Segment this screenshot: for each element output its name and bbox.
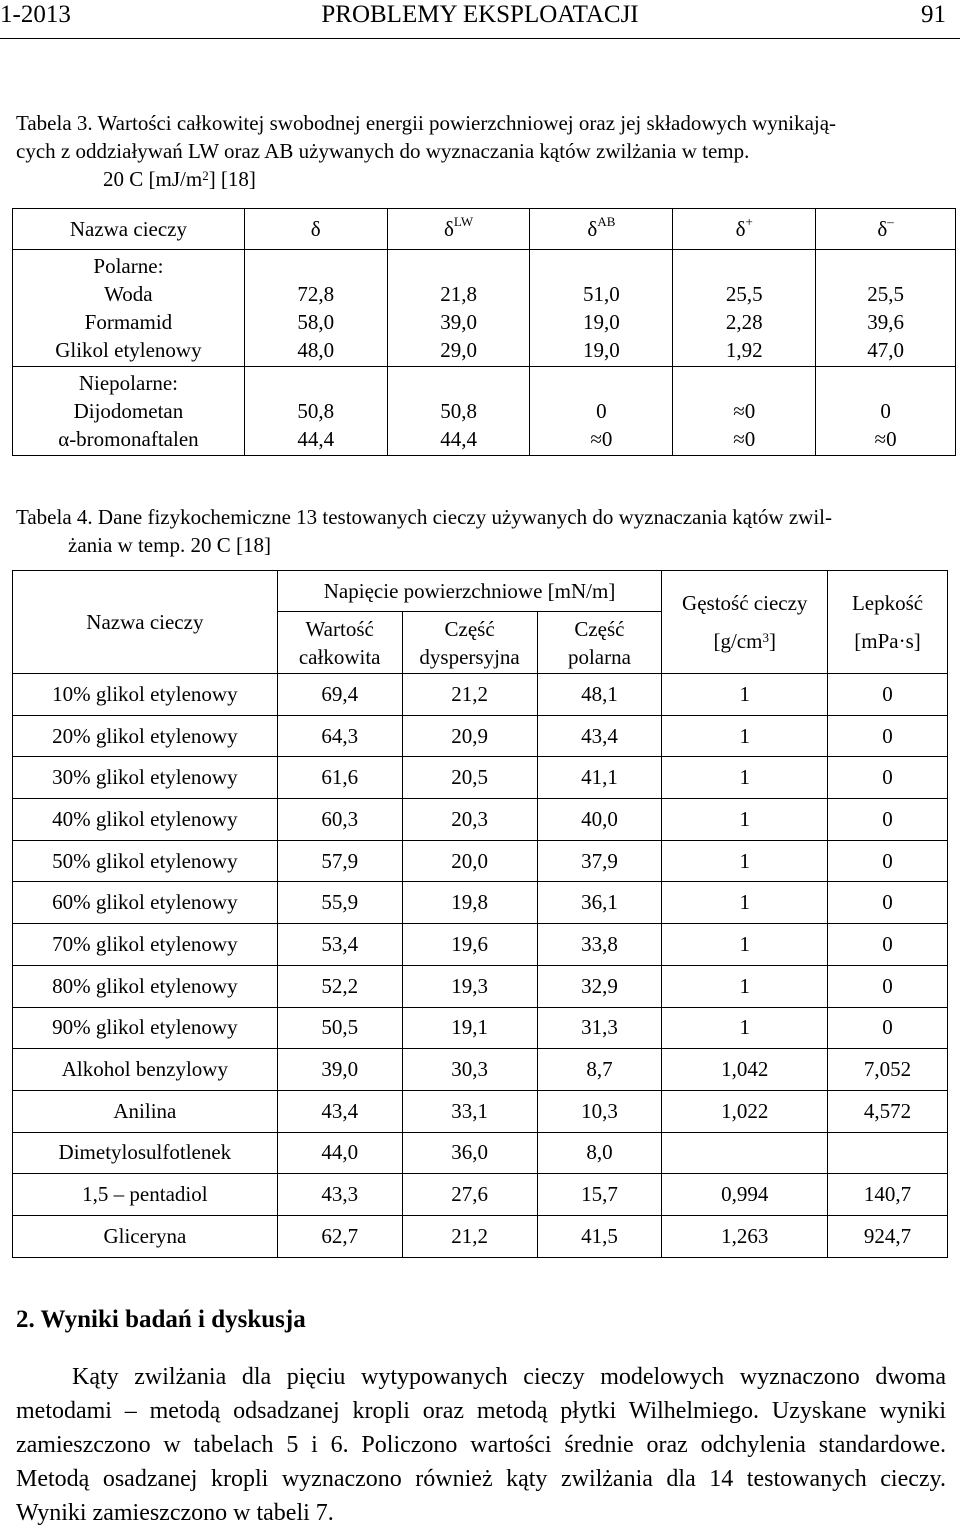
t3-cell: 44,4 [440, 427, 477, 451]
t3-polar-label: Polarne: [93, 254, 164, 278]
t4-cell-polar: 8,0 [537, 1132, 662, 1174]
table-row [13, 1132, 948, 1174]
table3-caption-line1: Tabela 3. Wartości całkowitej swobodnej energii powierzchniowej oraz jej składowych wynikają- [16, 111, 837, 135]
t4-cell-total: 53,4 [277, 924, 402, 966]
t4-cell-density: 1 [662, 1007, 828, 1049]
t3-col-delta-plus-symbol: δ [735, 216, 746, 241]
t3-cell: 19,0 [583, 338, 620, 362]
t4-density-unit-sup: 3 [762, 630, 769, 645]
t4-cell-name: Anilina [13, 1090, 278, 1132]
t4-cell-name: 30% glikol etylenowy [13, 757, 278, 799]
table-row [13, 840, 948, 882]
t4-cell-viscosity: 924,7 [828, 1215, 948, 1257]
t3-cell: 0 [596, 399, 607, 423]
t4-total-l1: Wartość [305, 616, 374, 641]
t4-cell-density: 1 [662, 799, 828, 841]
t4-cell-density: 1 [662, 715, 828, 757]
t4-cell-density: 1,042 [662, 1049, 828, 1091]
t4-cell-polar: 41,5 [537, 1215, 662, 1257]
t4-cell-polar: 33,8 [537, 924, 662, 966]
t4-cell-density: 1 [662, 840, 828, 882]
t4-body [13, 674, 948, 1258]
table-row [13, 757, 948, 799]
t4-cell-disp: 21,2 [402, 674, 537, 716]
t3-cell: 39,0 [440, 310, 477, 334]
table3-header-row [13, 209, 956, 250]
t3-cell: ≈0 [874, 427, 897, 451]
t4-density-unit-pre: [g/cm [713, 629, 763, 653]
t4-cell-disp: 20,5 [402, 757, 537, 799]
t4-cell-density [662, 1132, 828, 1174]
t3-nonpolar-group [13, 367, 956, 456]
t3-cell [388, 252, 530, 280]
t3-cell: 2,28 [725, 310, 763, 334]
t3-col-delta-minus [816, 209, 956, 250]
table-surface-energy [12, 208, 956, 456]
t3-col-delta-plus [673, 209, 816, 250]
t4-polar-l1: Część [574, 616, 625, 641]
t4-cell-name: 90% glikol etylenowy [13, 1007, 278, 1049]
table-row [13, 715, 948, 757]
table4-caption-line2: żania w temp. 20 C [18] [68, 533, 271, 557]
t4-cell-total: 43,3 [277, 1174, 402, 1216]
t4-cell-total: 61,6 [277, 757, 402, 799]
t3-cell [816, 252, 955, 280]
t3-nonpolar-delta-ab [530, 367, 673, 456]
t4-cell-viscosity: 0 [828, 965, 948, 1007]
t3-cell: 58,0 [297, 310, 335, 334]
t3-col-delta-lw-sup: LW [453, 213, 474, 229]
table-row [13, 1007, 948, 1049]
t4-col-density [662, 571, 828, 674]
table-row [13, 882, 948, 924]
issue-number: 1-2013 [0, 1, 71, 28]
t4-cell-polar: 32,9 [537, 965, 662, 1007]
journal-title: PROBLEMY EKSPLOATACJI [321, 1, 639, 28]
t4-col-viscosity [828, 571, 948, 674]
t4-cell-name: 20% glikol etylenowy [13, 715, 278, 757]
t4-cell-name: 70% glikol etylenowy [13, 924, 278, 966]
t3-cell [245, 252, 387, 280]
t4-cell-viscosity: 0 [828, 715, 948, 757]
t3-cell: 25,5 [725, 282, 763, 306]
t4-col-polar [537, 612, 662, 674]
table-physicochemical-data [12, 570, 948, 1258]
table-row [13, 965, 948, 1007]
t4-cell-name: 50% glikol etylenowy [13, 840, 278, 882]
t3-col-delta: δ [244, 209, 387, 250]
t4-polar-l2: polarna [567, 644, 631, 669]
t3-cell: 50,8 [440, 399, 477, 423]
t4-cell-total: 62,7 [277, 1215, 402, 1257]
t4-cell-polar: 43,4 [537, 715, 662, 757]
section-title: 2. Wyniki badań i dyskusja [16, 1306, 306, 1333]
table-row [13, 799, 948, 841]
t4-cell-total: 57,9 [277, 840, 402, 882]
t3-cell: 29,0 [440, 338, 477, 362]
t4-cell-polar: 10,3 [537, 1090, 662, 1132]
t4-cell-density: 1,263 [662, 1215, 828, 1257]
t3-cell: 47,0 [867, 338, 904, 362]
t3-cell: 25,5 [867, 282, 904, 306]
t3-polar-delta [244, 250, 387, 367]
t4-cell-disp: 19,6 [402, 924, 537, 966]
t4-cell-density: 0,994 [662, 1174, 828, 1216]
t4-col-total [277, 612, 402, 674]
t3-cell: 72,8 [297, 282, 335, 306]
t3-name-dijodometan: Dijodometan [73, 399, 184, 423]
t4-cell-polar: 8,7 [537, 1049, 662, 1091]
t3-polar-delta-plus [673, 250, 816, 367]
t4-cell-disp: 20,0 [402, 840, 537, 882]
t3-cell: 1,92 [725, 338, 763, 362]
table3-caption-line3 [16, 165, 951, 193]
t4-col-tension-group: Napięcie powierzchniowe [mN/m] [277, 571, 662, 612]
t3-name-woda: Woda [104, 282, 153, 306]
t3-col-delta-ab-symbol: δ [587, 216, 598, 241]
t4-cell-disp: 30,3 [402, 1049, 537, 1091]
t4-cell-viscosity: 0 [828, 882, 948, 924]
t4-cell-viscosity: 0 [828, 840, 948, 882]
t3-col-delta-lw-symbol: δ [443, 216, 454, 241]
t4-viscosity-label: Lepkość [851, 591, 924, 615]
t4-cell-polar: 36,1 [537, 882, 662, 924]
t4-cell-viscosity [828, 1132, 948, 1174]
t3-nonpolar-delta [244, 367, 387, 456]
t3-cell: 44,4 [297, 427, 335, 451]
t4-cell-disp: 27,6 [402, 1174, 537, 1216]
t3-nonpolar-delta-lw [387, 367, 530, 456]
table3-caption-line2: cych z oddziaływań LW oraz AB używanych do wyznaczania kątów zwilżania w temp. [16, 139, 750, 163]
t3-polar-delta-lw [387, 250, 530, 367]
t4-density-label: Gęstość cieczy [682, 591, 808, 615]
t4-cell-total: 52,2 [277, 965, 402, 1007]
t4-col-name: Nazwa cieczy [13, 571, 278, 674]
t4-cell-density: 1 [662, 882, 828, 924]
t4-disp-l2: dyspersyjna [419, 644, 520, 669]
t3-cell: 48,0 [297, 338, 335, 362]
t4-cell-viscosity: 0 [828, 757, 948, 799]
t4-cell-polar: 31,3 [537, 1007, 662, 1049]
table3-caption-sup: 2 [202, 168, 209, 183]
t4-density-unit [662, 627, 827, 655]
t3-col-delta-minus-sup: – [887, 213, 894, 229]
t3-cell: 51,0 [583, 282, 620, 306]
t3-col-name: Nazwa cieczy [13, 209, 245, 250]
t4-cell-density: 1 [662, 757, 828, 799]
t3-cell: 21,8 [440, 282, 477, 306]
t3-name-bromonaftalen: α-bromonaftalen [58, 427, 199, 451]
t4-viscosity-unit: [mPa·s] [854, 629, 921, 653]
table3-caption [16, 109, 951, 193]
t3-cell [530, 252, 672, 280]
t4-cell-disp: 19,1 [402, 1007, 537, 1049]
t4-cell-disp: 19,3 [402, 965, 537, 1007]
section-paragraph-text: Kąty zwilżania dla pięciu wytypowanych cieczy modelowych wyznaczono dwoma metodami – metodą odsadzanej kropli oraz metodą płytki Wilhelmiego. Uzyskane wyniki zamieszczono w tabelach 5 i 6. Policzono wartości średnie oraz odchylenia standardowe. Metodą osadzanej kropli wyznaczono również kąty zwilżania dla 14 testowanych cieczy. Wyniki zamieszczono w tabeli 7. [16, 1364, 946, 1526]
t3-cell: 39,6 [867, 310, 904, 334]
t4-density-unit-post: ] [768, 629, 776, 653]
t4-cell-name: Dimetylosulfotlenek [13, 1132, 278, 1174]
t4-cell-polar: 37,9 [537, 840, 662, 882]
t4-cell-total: 55,9 [277, 882, 402, 924]
page-header [0, 0, 960, 39]
t4-cell-name: 1,5 – pentadiol [13, 1174, 278, 1216]
t4-cell-viscosity: 140,7 [828, 1174, 948, 1216]
t4-cell-viscosity: 0 [828, 924, 948, 966]
t3-polar-names [13, 250, 245, 367]
table-row [13, 924, 948, 966]
t4-cell-viscosity: 7,052 [828, 1049, 948, 1091]
t4-cell-total: 64,3 [277, 715, 402, 757]
t3-nonpolar-names [13, 367, 245, 456]
t3-nonpolar-delta-plus [673, 367, 816, 456]
t3-polar-delta-minus [816, 250, 956, 367]
t3-col-delta-plus-sup: + [745, 213, 753, 229]
t3-cell: 19,0 [583, 310, 620, 334]
t3-cell [388, 369, 530, 397]
t3-cell: ≈0 [590, 427, 613, 451]
t3-col-delta-ab [530, 209, 673, 250]
t4-cell-name: 60% glikol etylenowy [13, 882, 278, 924]
t3-cell: ≈0 [733, 399, 756, 423]
t4-cell-disp: 21,2 [402, 1215, 537, 1257]
t3-cell: 50,8 [297, 399, 335, 423]
t4-cell-density: 1 [662, 965, 828, 1007]
t4-cell-disp: 19,8 [402, 882, 537, 924]
t3-cell: ≈0 [733, 427, 756, 451]
t4-cell-density: 1 [662, 674, 828, 716]
t4-cell-polar: 48,1 [537, 674, 662, 716]
t4-cell-total: 44,0 [277, 1132, 402, 1174]
t3-polar-group [13, 250, 956, 367]
t3-cell [673, 369, 815, 397]
table-row [13, 1090, 948, 1132]
table3-caption-line3-pre: 20 C [mJ/m [103, 167, 203, 191]
t4-cell-polar: 41,1 [537, 757, 662, 799]
t4-total-l2: całkowita [298, 644, 381, 669]
t3-col-delta-ab-sup: AB [597, 213, 616, 229]
table-row [13, 1215, 948, 1257]
t3-cell [530, 369, 672, 397]
t3-cell: 0 [880, 399, 891, 423]
t4-col-dispersive [402, 612, 537, 674]
t3-nonpolar-delta-minus [816, 367, 956, 456]
table3-caption-line3-post: ] [18] [208, 167, 256, 191]
t4-cell-density: 1,022 [662, 1090, 828, 1132]
t4-cell-viscosity: 0 [828, 1007, 948, 1049]
t3-name-glikol: Glikol etylenowy [55, 338, 202, 362]
table-row [13, 1049, 948, 1091]
t4-cell-total: 43,4 [277, 1090, 402, 1132]
t3-polar-delta-ab [530, 250, 673, 367]
page-number: 91 [921, 1, 946, 28]
t3-col-delta-minus-symbol: δ [877, 216, 888, 241]
t3-cell [245, 369, 387, 397]
t3-cell [816, 369, 955, 397]
t4-header-row1 [13, 571, 948, 612]
t4-cell-disp: 20,3 [402, 799, 537, 841]
t4-cell-name: 80% glikol etylenowy [13, 965, 278, 1007]
t4-cell-viscosity: 0 [828, 799, 948, 841]
t4-cell-polar: 15,7 [537, 1174, 662, 1216]
section-paragraph [16, 1360, 946, 1530]
t4-cell-total: 39,0 [277, 1049, 402, 1091]
t4-cell-total: 60,3 [277, 799, 402, 841]
table4-caption-line1: Tabela 4. Dane fizykochemiczne 13 testowanych cieczy używanych do wyznaczania kątów zwil- [16, 505, 832, 529]
t4-cell-total: 50,5 [277, 1007, 402, 1049]
t4-cell-name: 10% glikol etylenowy [13, 674, 278, 716]
t4-disp-l1: Część [444, 616, 495, 641]
t4-cell-viscosity: 0 [828, 674, 948, 716]
t3-name-formamid: Formamid [84, 310, 173, 334]
t4-cell-viscosity: 4,572 [828, 1090, 948, 1132]
t4-cell-name: 40% glikol etylenowy [13, 799, 278, 841]
table4-caption [16, 503, 951, 559]
t3-nonpolar-label: Niepolarne: [78, 371, 178, 395]
t3-cell [673, 252, 815, 280]
t4-cell-disp: 36,0 [402, 1132, 537, 1174]
t4-cell-name: Alkohol benzylowy [13, 1049, 278, 1091]
t4-cell-polar: 40,0 [537, 799, 662, 841]
t4-cell-disp: 33,1 [402, 1090, 537, 1132]
t4-cell-disp: 20,9 [402, 715, 537, 757]
t4-cell-name: Gliceryna [13, 1215, 278, 1257]
table-row [13, 1174, 948, 1216]
table-row [13, 674, 948, 716]
t4-cell-density: 1 [662, 924, 828, 966]
t3-col-delta-lw [387, 209, 530, 250]
t4-cell-total: 69,4 [277, 674, 402, 716]
